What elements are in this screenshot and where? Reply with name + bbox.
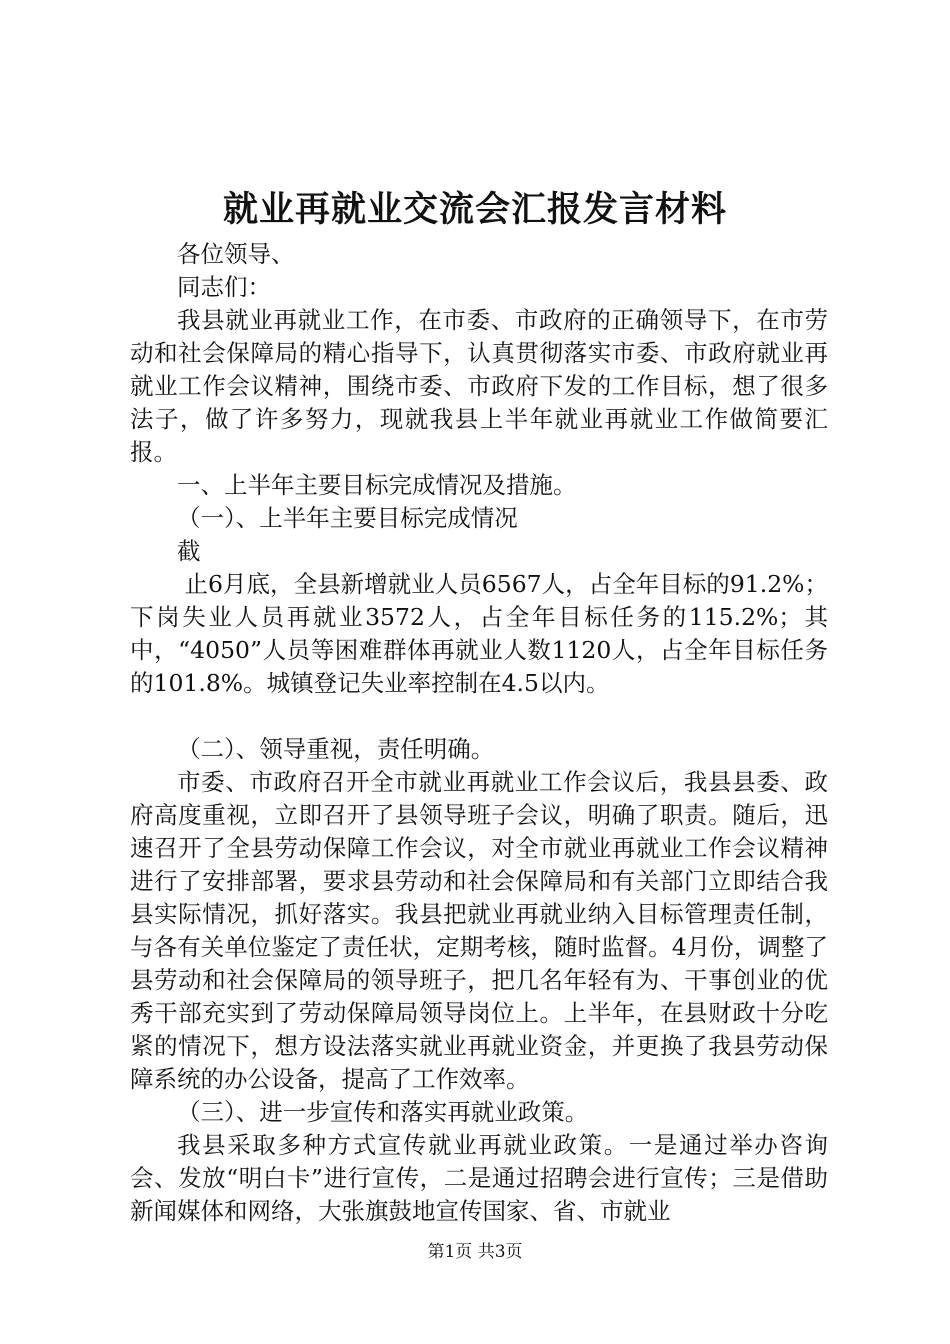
document-body (130, 238, 828, 1228)
section-heading-1: 一、上半年主要目标完成情况及措施。 (177, 471, 577, 499)
salutation-leaders: 各位领导、 (177, 240, 295, 268)
page-footer: 第1页 共3页 (427, 1242, 523, 1262)
salutation-comrades: 同志们： (177, 273, 271, 301)
paragraph-fragment: 截 (177, 537, 201, 565)
statistics-paragraph: 止6月底，全县新增就业人员6567人，占全年目标的91.2%；下岗失业人员再就业3572人，占全年目标任务的115.2%；其中，“4050”人员等困难群体再就业人数1120人，占全年目标任务的101.8%。城镇登记失业率控制在4.5以内。 (130, 570, 828, 697)
subsection-heading-1: （一）、上半年主要目标完成情况 (177, 504, 518, 532)
policy-paragraph: 我县采取多种方式宣传就业再就业政策。一是通过举办咨询会、发放“明白卡”进行宣传，二是通过招聘会进行宣传；三是借助新闻媒体和网络，大张旗鼓地宣传国家、省、市就业 (130, 1131, 828, 1225)
leadership-paragraph: 市委、市政府召开全市就业再就业工作会议后，我县县委、政府高度重视，立即召开了县领导班子会议，明确了职责。随后，迅速召开了全县劳动保障工作会议，对全市就业再就业工作会议精神进行了安排部署，要求县劳动和社会保障局和有关部门立即结合我县实际情况，抓好落实。我县把就业再就业纳入目标管理责任制，与各有关单位鉴定了责任状，定期考核，随时监督。4月份，调整了县劳动和社会保障局的领导班子，把几名年轻有为、干事创业的优秀干部充实到了劳动保障局领导岗位上。上半年，在县财政十分吃紧的情况下，想方设法落实就业再就业资金，并更换了我县劳动保障系统的办公设备，提高了工作效率。 (130, 768, 828, 1093)
blank-line (130, 700, 828, 733)
subsection-heading-3: （三）、进一步宣传和落实再就业政策。 (177, 1098, 589, 1126)
intro-paragraph: 我县就业再就业工作，在市委、市政府的正确领导下，在市劳动和社会保障局的精心指导下，认真贯彻落实市委、市政府就业再就业工作会议精神，围绕市委、市政府下发的工作目标，想了很多法子，做了许多努力，现就我县上半年就业再就业工作做简要汇报。 (130, 306, 828, 466)
subsection-heading-2: （二）、领导重视，责任明确。 (177, 735, 495, 763)
document-title: 就业再就业交流会汇报发言材料 (222, 189, 727, 230)
